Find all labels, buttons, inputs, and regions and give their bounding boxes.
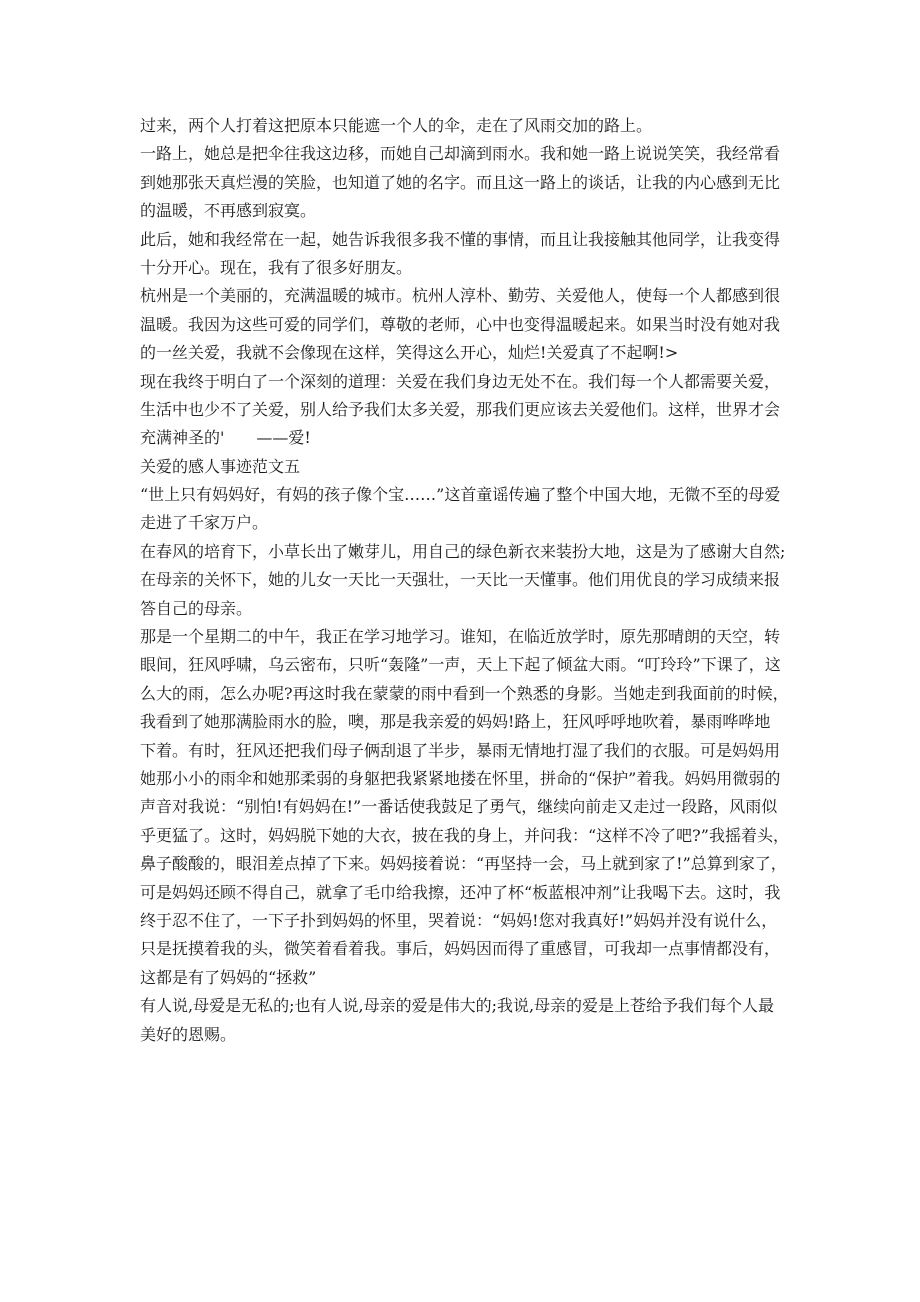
text-line: 我看到了她那满脸雨水的脸，噢，那是我亲爱的妈妈!路上，狂风呼呼地吹着，暴雨哗哗地 — [140, 712, 771, 732]
text-line: 此后，她和我经常在一起，她告诉我很多我不懂的事情，而且让我接触其他同学，让我变得 — [140, 229, 781, 249]
text-line: 只是抚摸着我的头，微笑着看着我。事后，妈妈因而得了重感冒，可我却一点事情都没有， — [140, 939, 781, 959]
text-line: 生活中也少不了关爱，别人给予我们太多关爱，那我们更应该去关爱他们。这样，世界才会 — [140, 399, 781, 419]
section-heading: 关爱的感人事迹范文五 — [140, 456, 301, 476]
text-line: 乎更猛了。这时，妈妈脱下她的大衣，披在我的身上，并问我：“这样不冷了吧?”我摇着头， — [140, 825, 789, 845]
text-line: 答自己的母亲。 — [140, 598, 253, 618]
text-line: 杭州是一个美丽的，充满温暖的城市。杭州人淳朴、勤劳、关爱他人，使每一个人都感到很 — [140, 286, 781, 306]
text-line: 现在我终于明白了一个深刻的道理：关爱在我们身边无处不在。我们每一个人都需要关爱， — [140, 371, 781, 391]
text-line: 眼间，狂风呼啸，乌云密布，只听“轰隆”一声，天上下起了倾盆大雨。“叮玲玲”下课了，这 — [140, 655, 781, 675]
text-line: 下着。有时，狂风还把我们母子俩刮退了半步，暴雨无情地打湿了我们的衣服。可是妈妈用 — [140, 740, 781, 760]
text-line: 她那小小的雨伞和她那柔弱的身躯把我紧紧地搂在怀里，拼命的“保护”着我。妈妈用微弱的 — [140, 768, 781, 788]
text-line: 一路上，她总是把伞往我这边移，而她自己却滴到雨水。我和她一路上说说笑笑，我经常看 — [140, 144, 781, 164]
text-line: 走进了千家万户。 — [140, 513, 269, 533]
text-line: 的一丝关爱，我就不会像现在这样，笑得这么开心，灿烂!关爱真了不起啊!> — [140, 343, 679, 363]
text-line: 在春风的培育下，小草长出了嫩芽儿，用自己的绿色新衣来装扮大地，这是为了感谢大自然; — [140, 541, 786, 561]
text-line: 到她那张天真烂漫的笑脸，也知道了她的名字。而且这一路上的谈话，让我的内心感到无比 — [140, 172, 781, 192]
text-line: 十分开心。现在，我有了很多好朋友。 — [140, 257, 413, 277]
text-line: 温暖。我因为这些可爱的同学们，尊敬的老师，心中也变得温暖起来。如果当时没有她对我 — [140, 314, 781, 334]
text-line: 声音对我说：“别怕!有妈妈在!”一番话使我鼓足了勇气，继续向前走又走过一段路，风雨似 — [140, 797, 778, 817]
text-line: 终于忍不住了，一下子扑到妈妈的怀里，哭着说：“妈妈!您对我真好!”妈妈并没有说什么， — [140, 910, 778, 930]
document-body — [140, 112, 790, 1049]
text-line: “世上只有妈妈好，有妈的孩子像个宝……”这首童谣传遍了整个中国大地，无微不至的母爱 — [140, 485, 781, 505]
text-line: 可是妈妈还顾不得自己，就拿了毛巾给我擦，还冲了杯“板蓝根冲剂”让我喝下去。这时，我 — [140, 882, 781, 902]
text-line: 充满神圣的' ——爱! — [140, 428, 311, 448]
text-line: 过来，两个人打着这把原本只能遮一个人的伞，走在了风雨交加的路上。 — [140, 116, 653, 135]
text-line: 鼻子酸酸的，眼泪差点掉了下来。妈妈接着说：“再坚持一会，马上就到家了!”总算到家了， — [140, 854, 787, 874]
text-line: 在母亲的关怀下，她的儿女一天比一天强壮，一天比一天懂事。他们用优良的学习成绩来报 — [140, 570, 781, 590]
text-line: 美好的恩赐。 — [140, 1024, 237, 1044]
text-line: 的温暖，不再感到寂寞。 — [140, 201, 317, 221]
text-line: 么大的雨，怎么办呢?再这时我在蒙蒙的雨中看到一个熟悉的身影。当她走到我面前的时候， — [140, 683, 789, 703]
text-line: 那是一个星期二的中午，我正在学习地学习。谁知，在临近放学时，原先那晴朗的天空，转 — [140, 627, 781, 647]
text-line: 这都是有了妈妈的“拯救” — [140, 967, 317, 987]
text-line: 有人说,母爱是无私的;也有人说,母亲的爱是伟大的;我说,母亲的爱是上苍给予我们每个人最 — [140, 996, 775, 1016]
